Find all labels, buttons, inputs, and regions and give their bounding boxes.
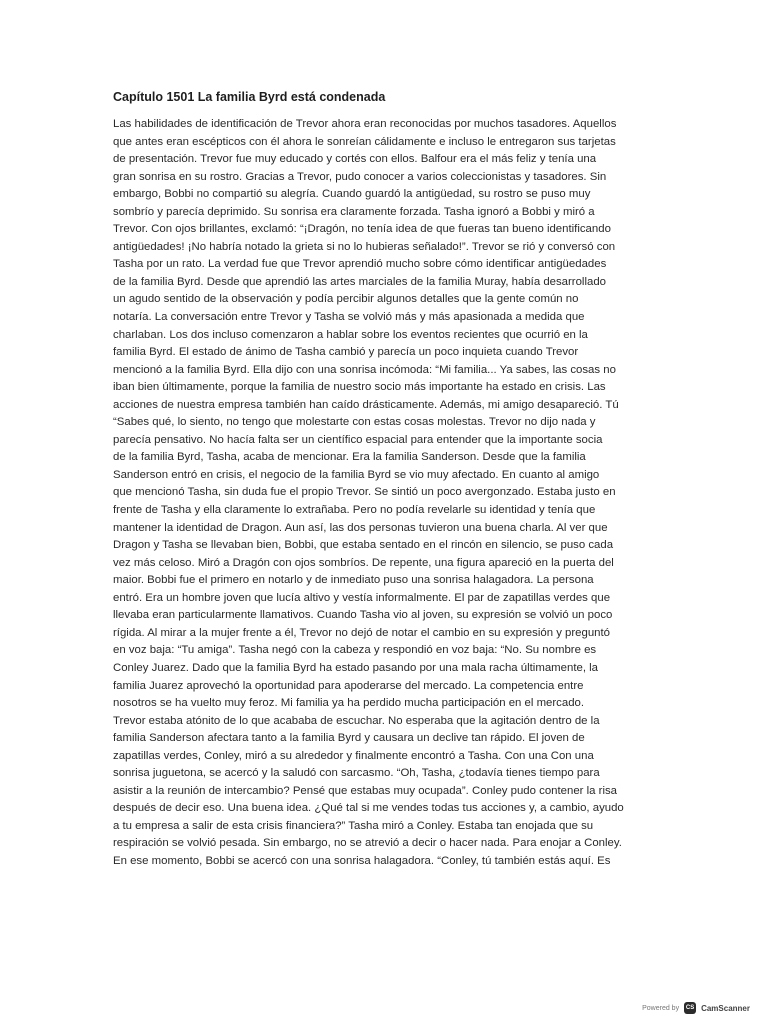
body-line: nosotros se ha vuelto muy feroz. Mi familia ya ha perdido mucha participación en el mercado. <box>113 697 585 710</box>
camscanner-logo-icon: CS <box>684 1002 696 1014</box>
body-line: sonrisa juguetona, se acercó y la saludó con sarcasmo. “Oh, Tasha, ¿todavía tienes tiempo para <box>113 767 600 780</box>
body-line: familia Byrd. El estado de ánimo de Tasha cambió y parecía un poco inquieta cuando Trevor <box>113 346 579 359</box>
body-line: zapatillas verdes, Conley, miró a su alrededor y finalmente encontró a Tasha. Con una Con una <box>113 749 594 762</box>
body-line: mencionó a la familia Byrd. Ella dijo con una sonrisa incómoda: “Mi familia... Ya sabes, las cosas no <box>113 363 616 376</box>
body-line: de presentación. Trevor fue muy educado y cortés con ellos. Balfour era el más feliz y tenía una <box>113 153 597 166</box>
document-page <box>113 88 658 871</box>
body-line: familia Juarez aprovechó la oportunidad para apoderarse del mercado. La competencia entre <box>113 679 584 692</box>
body-line: maior. Bobbi fue el primero en notarlo y de inmediato puso una sonrisa halagadora. La persona <box>113 574 594 587</box>
body-line: de la familia Byrd. Desde que aprendió las artes marciales de la familia Muray, había desarrollado <box>113 275 607 288</box>
body-line: En ese momento, Bobbi se acercó con una sonrisa halagadora. “Conley, tú también estás aquí. Es <box>113 854 611 867</box>
body-line: gran sonrisa en su rostro. Gracias a Trevor, pudo conocer a varios coleccionistas y tasadores. Sin <box>113 170 607 183</box>
body-line: que mencionó Tasha, sin duda fue el propio Trevor. Se sintió un poco avergonzado. Estaba justo en <box>113 486 616 499</box>
body-line: iban bien últimamente, porque la familia de nuestro socio más importante ha estado en crisis. Las <box>113 381 606 394</box>
body-line: parecía pensativo. No hacía falta ser un científico espacial para entender que la importante socia <box>113 433 603 446</box>
body-line: charlaban. Los dos incluso comenzaron a hablar sobre los eventos recientes que ocurrió en la <box>113 328 588 341</box>
body-line: acciones de nuestra empresa también han caído drásticamente. Además, mi amigo desapareció. Tú <box>113 398 619 411</box>
body-line: sombrío y parecía deprimido. Su sonrisa era claramente forzada. Tasha ignoró a Bobbi y miró a <box>113 205 595 218</box>
body-line: Las habilidades de identificación de Trevor ahora eran reconocidas por muchos tasadores. Aquellos <box>113 118 617 130</box>
camscanner-brand-label: CamScanner <box>701 1003 750 1013</box>
body-line: entró. Era un hombre joven que lucía altivo y vestía informalmente. El par de zapatillas verdes que <box>113 591 611 604</box>
body-line: a tu empresa a salir de esta crisis financiera?” Tasha miró a Conley. Estaba tan enojada que su <box>113 819 594 832</box>
body-line: Dragon y Tasha se llevaban bien, Bobbi, que estaba sentado en el rincón en silencio, se puso cada <box>113 539 614 552</box>
body-line: en voz baja: “Tu amiga”. Tasha negó con la cabeza y respondió en voz baja: “No. Su nombre es <box>113 644 597 657</box>
body-line: que antes eran escépticos con él ahora le sonreían cálidamente e incluso le entregaron sus tarjetas <box>113 135 616 148</box>
camscanner-watermark <box>642 1002 750 1014</box>
chapter-title: Capítulo 1501 La familia Byrd está condenada <box>113 90 386 104</box>
body-line: “Sabes qué, lo siento, no tengo que molestarte con estas cosas molestas. Trevor no dijo nada y <box>113 416 596 429</box>
body-line: familia Sanderson afectara tanto a la familia Byrd y causara un declive tan rápido. El joven de <box>113 732 585 745</box>
body-line: respiración se volvió pesada. Sin embargo, no se atrevió a decir o hacer nada. Para enojar a Conley. <box>113 837 622 850</box>
body-line: notaría. La conversación entre Trevor y Tasha se volvió más y más apasionada a medida que <box>113 311 585 324</box>
body-line: rígida. Al mirar a la mujer frente a él, Trevor no dejó de notar el cambio en su expresión y preguntó <box>113 626 611 639</box>
body-line: frente de Tasha y ella claramente lo extrañaba. Pero no podía revelarle su identidad y tenía que <box>113 504 596 517</box>
body-line: Trevor estaba atónito de lo que acababa de escuchar. No esperaba que la agitación dentro de la <box>113 714 600 727</box>
body-line: después de decir eso. Una buena idea. ¿Qué tal si me vendes todas tus acciones y, a cambio, ayudo <box>113 802 624 815</box>
body-line: Sanderson entró en crisis, el negocio de la familia Byrd se vio muy afectado. En cuanto al amigo <box>113 468 600 481</box>
body-line: vez más celoso. Miró a Dragón con ojos sombríos. De repente, una figura apareció en la puerta del <box>113 556 614 569</box>
body-paragraph <box>113 116 658 871</box>
body-line: Trevor. Con ojos brillantes, exclamó: “¡Dragón, no tenía idea de que fueras tan bueno identificando <box>113 223 611 236</box>
body-line: llevaba eran particularmente llamativos. Cuando Tasha vio al joven, su expresión se volvió un poco <box>113 609 613 622</box>
body-line: antigüedades! ¡No habría notado la grieta si no lo hubieras señalado!”. Trevor se rió y conversó con <box>113 240 616 253</box>
body-line: asistir a la reunión de intercambio? Pensé que estabas muy ocupada”. Conley pudo contener la risa <box>113 784 618 797</box>
body-line: embargo, Bobbi no compartió su alegría. Cuando guardó la antigüedad, su rostro se puso muy <box>113 188 591 201</box>
body-line: Tasha por un rato. La verdad fue que Trevor aprendió mucho sobre cómo identificar antigüedades <box>113 258 607 271</box>
body-line: un agudo sentido de la observación y podía percibir algunos detalles que la gente común no <box>113 293 579 306</box>
body-line: mantener la identidad de Dragon. Aun así, las dos personas tuvieron una buena charla. Al ver que <box>113 521 608 534</box>
body-line: de la familia Byrd, Tasha, acaba de mencionar. Era la familia Sanderson. Desde que la familia <box>113 451 586 464</box>
powered-by-label: Powered by <box>642 1004 680 1012</box>
body-line: Conley Juarez. Dado que la familia Byrd ha estado pasando por una mala racha últimamente, la <box>113 661 599 674</box>
